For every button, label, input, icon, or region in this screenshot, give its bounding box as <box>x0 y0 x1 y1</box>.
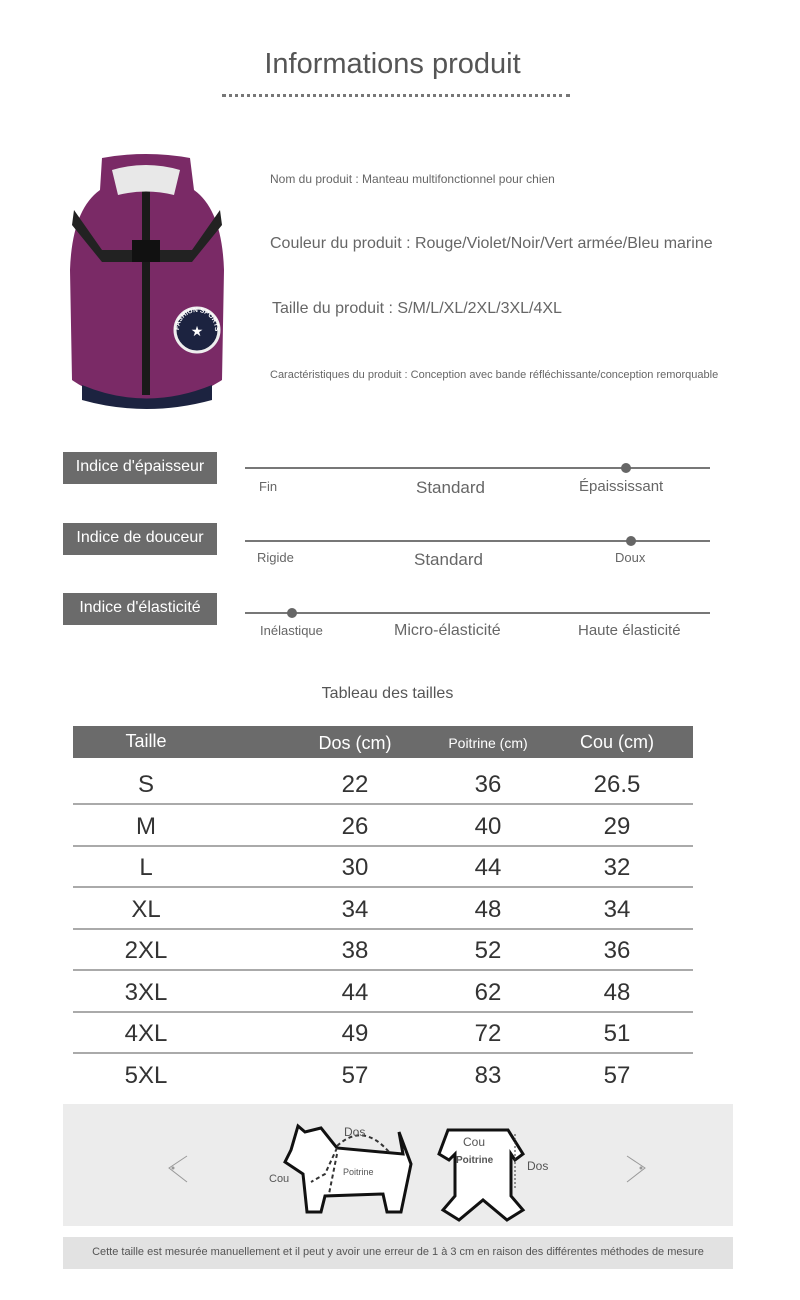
softness-index-label: Indice de douceur <box>63 523 217 555</box>
cell-chest: 48 <box>474 895 502 923</box>
garment-chest-label: Poitrine <box>456 1155 494 1166</box>
cell-neck: 34 <box>603 895 631 923</box>
header-back: Dos (cm) <box>318 733 392 753</box>
tick-label: Inélastique <box>260 623 323 638</box>
cell-back: 30 <box>341 854 369 881</box>
product-features: Caractéristiques du produit : Conception avec bande réfléchissante/conception remorquable <box>270 369 719 381</box>
elasticity-index-marker <box>287 608 297 618</box>
elasticity-index-track <box>245 612 710 614</box>
tick-label: Doux <box>615 550 646 565</box>
dog-back-label: Dos <box>344 1125 366 1139</box>
cell-size: L <box>139 854 153 881</box>
size-table-title: Tableau des tailles <box>321 685 454 702</box>
cell-chest: 40 <box>474 812 502 840</box>
cell-size: XL <box>131 895 161 923</box>
thickness-index-marker <box>621 463 631 473</box>
tick-label: Épaississant <box>579 478 664 495</box>
cell-chest: 72 <box>474 1020 502 1047</box>
cell-back: 44 <box>341 978 369 1006</box>
tick-label: Standard <box>416 478 485 497</box>
table-row <box>73 888 693 930</box>
cell-size: M <box>136 812 156 840</box>
cell-chest: 36 <box>474 771 502 798</box>
svg-text:★: ★ <box>190 323 204 339</box>
table-row <box>73 846 693 888</box>
cell-back: 57 <box>341 1061 369 1089</box>
cell-neck: 57 <box>603 1061 631 1089</box>
cell-back: 26 <box>341 812 369 840</box>
product-name: Nom du produit : Manteau multifonctionnel pour chien <box>270 172 555 186</box>
table-row <box>73 763 693 805</box>
measurement-diagram <box>63 1104 733 1226</box>
measurement-illustration <box>63 1104 733 1226</box>
cell-size: 3XL <box>124 978 168 1006</box>
product-size: Taille du produit : S/M/L/XL/2XL/3XL/4XL <box>272 300 562 317</box>
softness-index-track <box>245 540 710 542</box>
cell-neck: 26.5 <box>593 771 641 798</box>
dog-coat-image <box>62 150 230 415</box>
cell-size: 2XL <box>124 937 168 964</box>
badge-text-path: FASHION SPORTS <box>173 306 221 332</box>
elasticity-index-label: Indice d'élasticité <box>63 593 217 625</box>
cell-back: 22 <box>341 771 369 798</box>
dog-neck-label: Cou <box>269 1173 290 1185</box>
softness-index-marker <box>626 536 636 546</box>
cell-back: 38 <box>341 937 369 964</box>
header-chest: Poitrine (cm) <box>448 735 528 751</box>
cell-back: 34 <box>341 895 369 923</box>
cell-size: 4XL <box>124 1020 168 1047</box>
garment-back-label: Dos <box>527 1159 549 1173</box>
tick-label: Rigide <box>257 550 294 565</box>
size-table-header <box>73 726 693 758</box>
page-title: Informations produit <box>264 48 521 80</box>
garment-neck-label: Cou <box>463 1135 486 1149</box>
cell-neck: 29 <box>603 812 631 840</box>
header-neck: Cou (cm) <box>579 732 655 752</box>
table-row <box>73 929 693 971</box>
product-color: Couleur du produit : Rouge/Violet/Noir/Vert armée/Bleu marine <box>270 235 713 252</box>
title-divider <box>222 94 570 97</box>
tick-label: Fin <box>259 479 278 494</box>
table-row <box>73 1012 693 1054</box>
cell-neck: 51 <box>603 1020 631 1047</box>
table-row <box>73 805 693 847</box>
tick-label: Micro-élasticité <box>394 622 501 639</box>
cell-neck: 32 <box>603 854 631 881</box>
tick-label: Standard <box>414 550 483 569</box>
cell-back: 49 <box>341 1020 369 1047</box>
dog-chest-label: Poitrine <box>343 1167 374 1177</box>
measurement-note: Cette taille est mesurée manuellement et il peut y avoir une erreur de 1 à 3 cm en raison des différentes méthodes de mesure <box>63 1237 733 1269</box>
cell-neck: 48 <box>603 978 631 1006</box>
cell-chest: 83 <box>474 1061 502 1089</box>
table-row <box>73 1054 693 1096</box>
tick-label: Haute élasticité <box>578 622 681 639</box>
thickness-index-track <box>245 467 710 469</box>
cell-neck: 36 <box>603 937 631 964</box>
cell-size: S <box>137 771 155 798</box>
header-size: Taille <box>125 731 167 751</box>
cell-chest: 44 <box>474 854 502 881</box>
cell-size: 5XL <box>124 1061 168 1089</box>
cell-chest: 52 <box>474 937 502 964</box>
cell-chest: 62 <box>474 978 502 1006</box>
thickness-index-label: Indice d'épaisseur <box>63 452 217 484</box>
table-row <box>73 971 693 1013</box>
